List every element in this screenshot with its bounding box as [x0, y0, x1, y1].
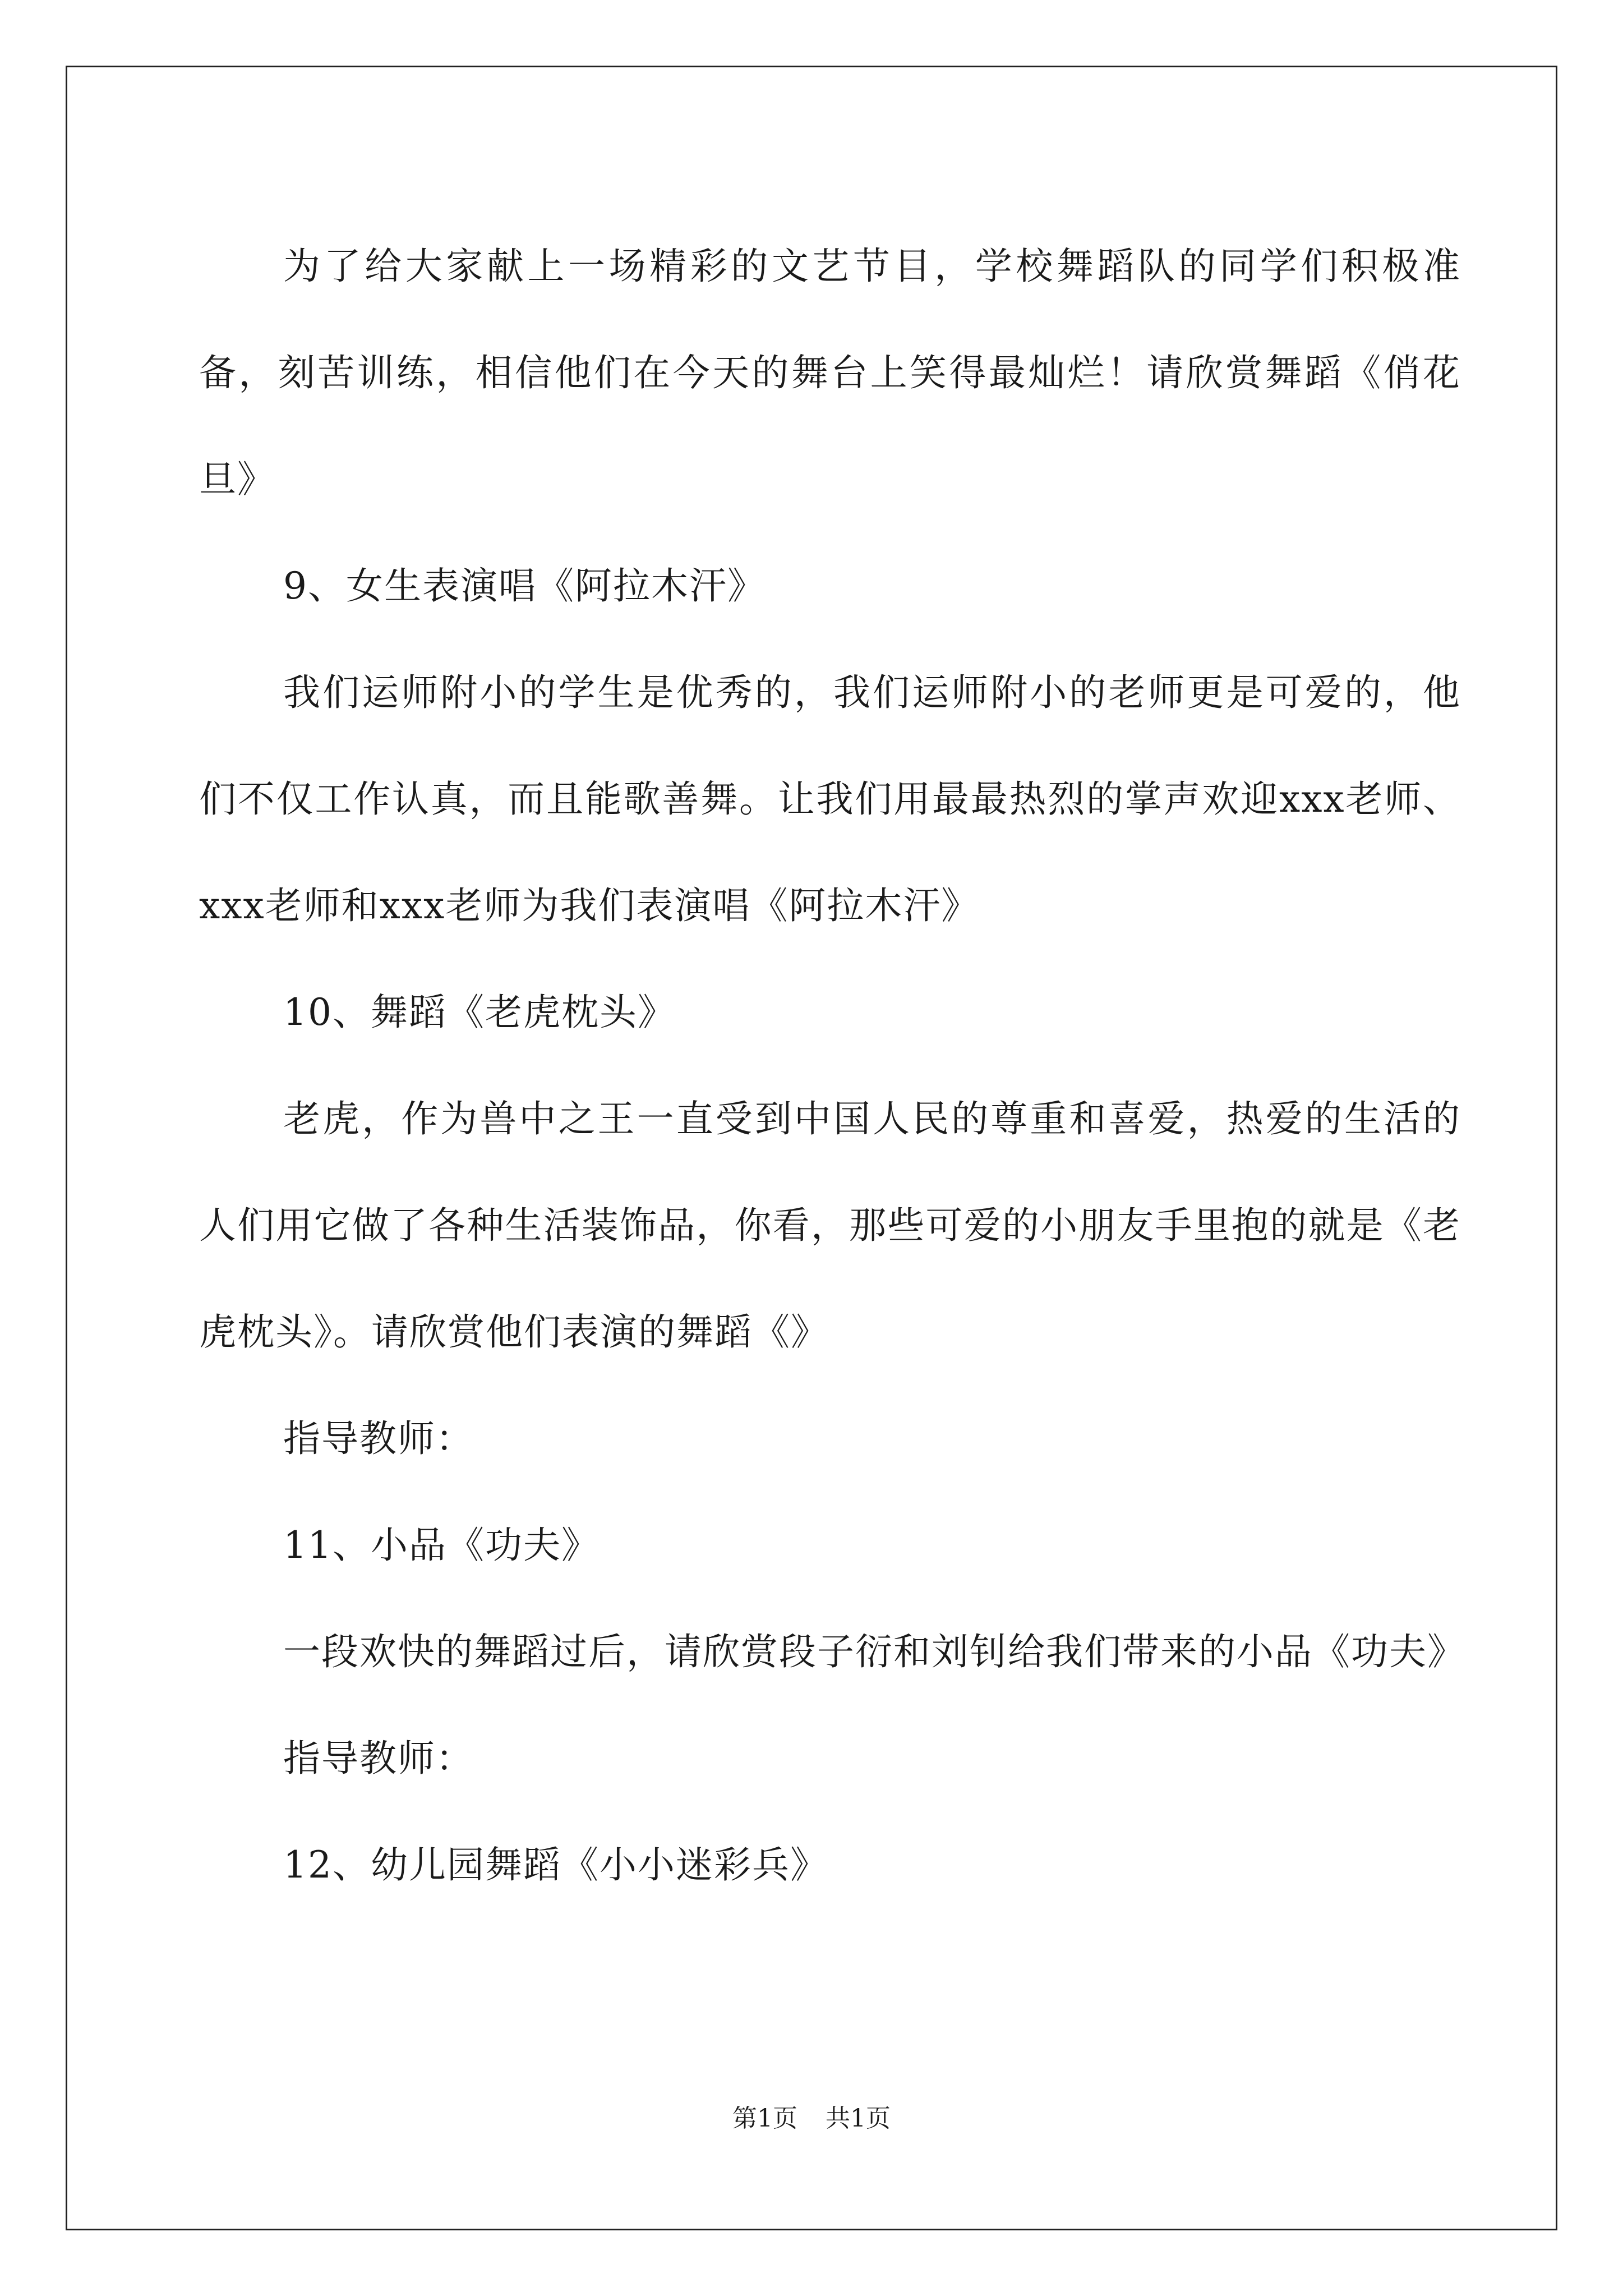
- paragraph-teachers-song: 我们运师附小的学生是优秀的，我们运师附小的老师更是可爱的，他们不仅工作认真，而且能歌善舞。让我们用最最热烈的掌声欢迎xxx老师、xxx老师和xxx老师为我们表演唱《阿拉木汗》: [199, 671, 1461, 927]
- page-total: 共1页: [826, 2104, 891, 2133]
- page-footer: [0, 2098, 1623, 2134]
- program-item-9: 9、女生表演唱《阿拉木汗》: [283, 564, 766, 608]
- paragraph-intro-dance: 为了给大家献上一场精彩的文艺节目，学校舞蹈队的同学们积极准备，刻苦训练，相信他们在今天的舞台上笑得最灿烂！请欣赏舞蹈《俏花旦》: [199, 245, 1461, 501]
- instructor-label: 指导教师：: [283, 1737, 474, 1780]
- paragraph-kungfu-skit: 一段欢快的舞蹈过后，请欣赏段子衍和刘钊给我们带来的小品《功夫》: [283, 1630, 1465, 1673]
- program-item-12: 12、幼儿园舞蹈《小小迷彩兵》: [283, 1843, 828, 1887]
- paragraph-tiger-pillow: 老虎，作为兽中之王一直受到中国人民的尊重和喜爱，热爱的生活的人们用它做了各种生活装饰品，你看，那些可爱的小朋友手里抱的就是《老虎枕头》。请欣赏他们表演的舞蹈《》: [199, 1097, 1461, 1354]
- page-number: 第1页: [732, 2104, 797, 2133]
- program-item-10: 10、舞蹈《老虎枕头》: [283, 991, 676, 1034]
- instructor-label: 指导教师：: [283, 1417, 474, 1460]
- document-body: [199, 213, 1465, 1918]
- program-item-11: 11、小品《功夫》: [283, 1524, 600, 1567]
